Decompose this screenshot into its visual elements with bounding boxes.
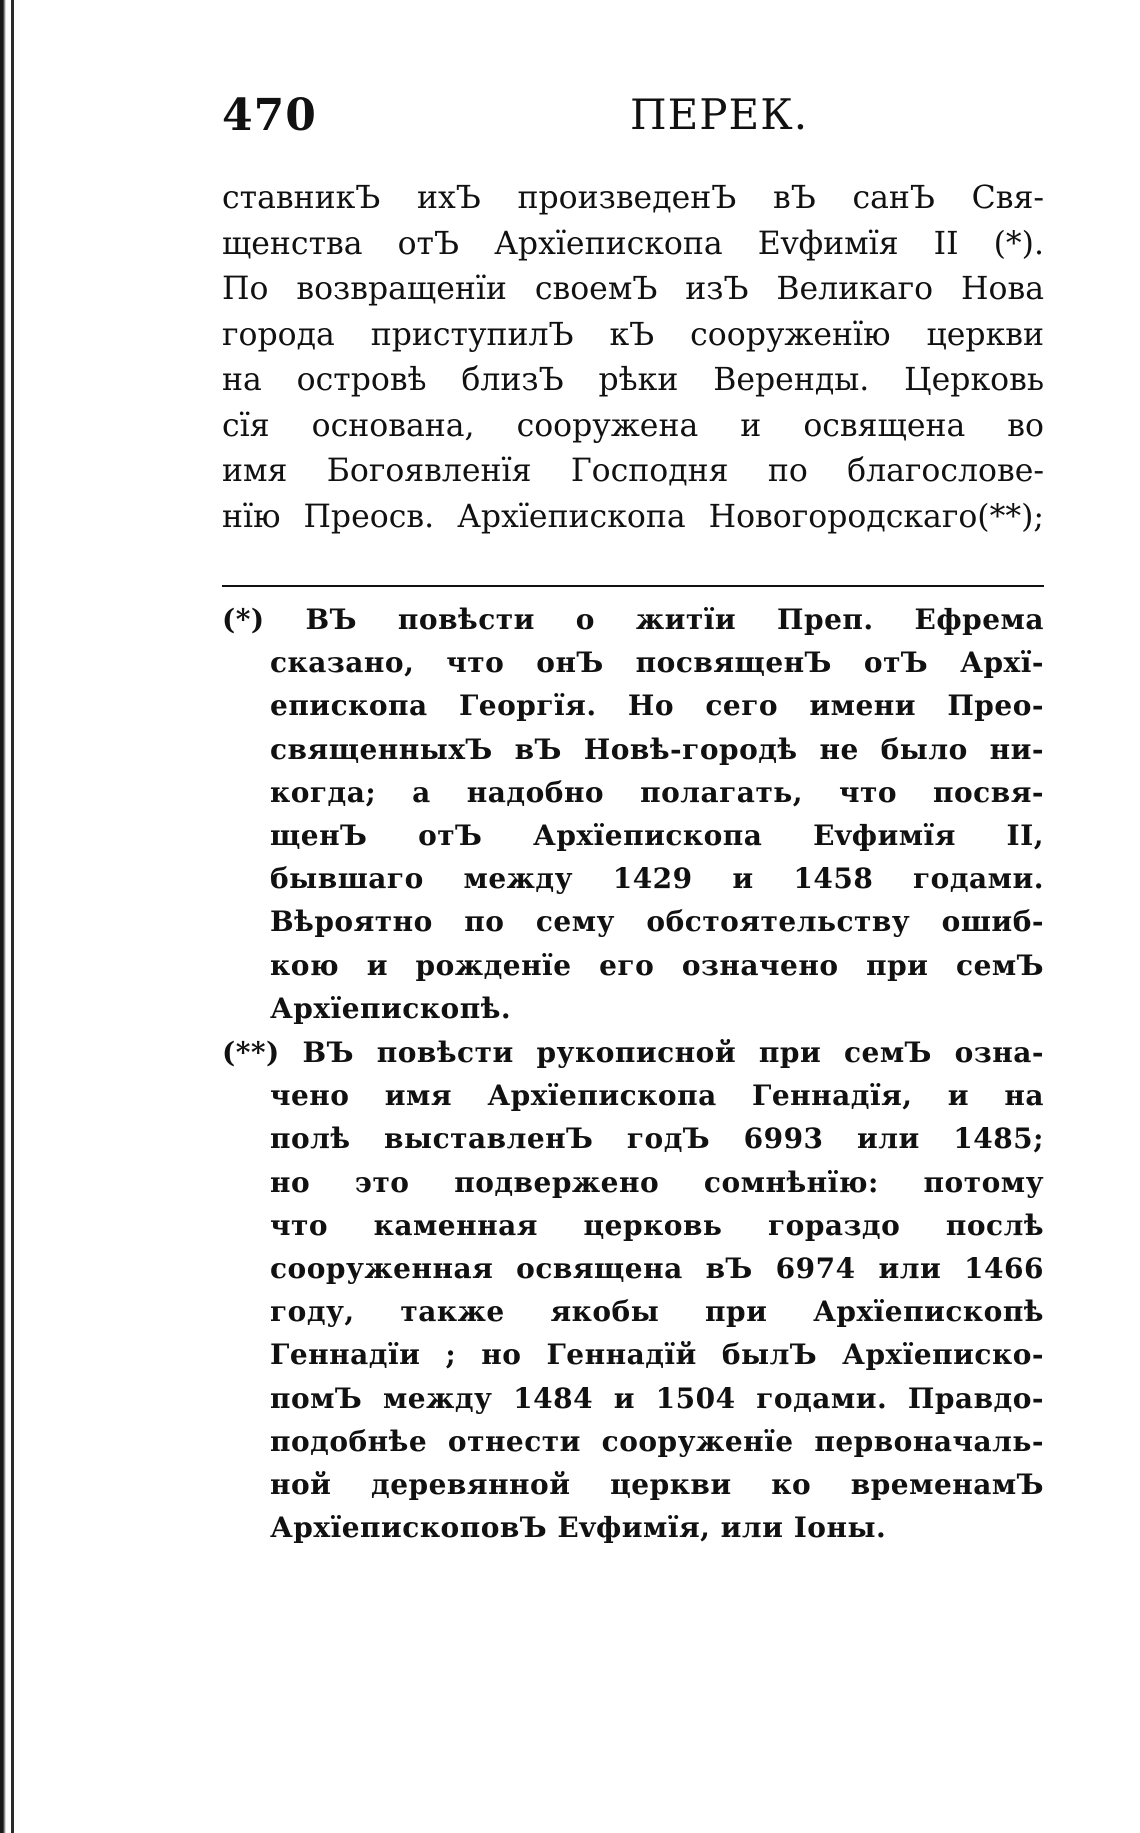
footnote-line: (*) ВЪ повѣсти о житїи Преп. Ефрема: [222, 603, 1044, 636]
footnote-line: помЪ между 1484 и 1504 годами. Правдо-: [270, 1381, 1044, 1415]
footnote-line: чено имя Архїепископа Геннадїя, и на: [270, 1079, 1044, 1113]
text-line: По возвращенїи своемЪ изЪ Великаго Нова: [222, 271, 1044, 307]
text-line: ставникЪ ихЪ произведенЪ вЪ санЪ Свя-: [222, 180, 1044, 216]
footnote-line: кою и рожденїе его означено при семЪ: [270, 948, 1044, 982]
running-title: ПЕРЕК.: [630, 90, 809, 139]
footnote-line: когда; а надобно полагать, что посвя-: [270, 775, 1044, 809]
footnote-2: [222, 1031, 1044, 1549]
footnote-line: ной деревянной церкви ко временамЪ: [270, 1467, 1044, 1501]
footnote-line: сооруженная освящена вЪ 6974 или 1466: [270, 1251, 1044, 1285]
footnote-line: епископа Георгїя. Но сего имени Прео-: [270, 689, 1044, 723]
text-line: имя Богоявленїя Господня по благослове-: [222, 453, 1044, 489]
footnote-line: (**) ВЪ повѣсти рукописной при семЪ озна-: [222, 1036, 1044, 1069]
footnote-line: щенЪ отЪ Архїепископа Еvфимїя II,: [270, 818, 1044, 852]
footnote-line: Геннадїи ; но Геннадїй былЪ Архїеписко-: [270, 1338, 1044, 1372]
footnote-line: бывшаго между 1429 и 1458 годами.: [270, 862, 1044, 896]
footnote-line: но это подвержено сомнѣнїю: потому: [270, 1165, 1044, 1199]
footnote-line: Вѣроятно по сему обстоятельству ошиб-: [270, 905, 1044, 939]
footnote-line: что каменная церковь гораздо послѣ: [270, 1208, 1044, 1242]
footnote-line: подобнѣе отнести сооруженїе первоначаль-: [270, 1424, 1044, 1458]
footnote-line: священныхЪ вЪ Новѣ-городѣ не было ни-: [270, 732, 1044, 766]
text-line: сїя основана, сооружена и освящена во: [222, 407, 1044, 444]
page-number: 470: [222, 90, 317, 141]
footnote-line: Архїепископѣ.: [270, 991, 512, 1025]
footnote-line: полѣ выставленЪ годЪ 6993 или 1485;: [270, 1122, 1044, 1156]
running-head: [222, 90, 1052, 154]
footnote-line: сказано, что онЪ посвященЪ отЪ Архї-: [270, 646, 1044, 680]
text-line: нїю Преосв. Архїепископа Новогородскаго(**);: [222, 498, 1044, 535]
footnote-1: [222, 598, 1044, 1030]
text-line: города приступилЪ кЪ сооруженїю церкви: [222, 316, 1044, 353]
footnote-rule: [222, 585, 1044, 587]
page-edge: [0, 0, 14, 1833]
text-line: на островѣ близЪ рѣки Веренды. Церковь: [222, 362, 1044, 398]
main-text: [222, 176, 1044, 540]
footnote-line: году, также якобы при Архїепископѣ: [270, 1295, 1044, 1329]
footnote-line: АрхїепископовЪ Еvфимїя, или Іоны.: [270, 1511, 887, 1545]
text-line: щенства отЪ Архїепископа Еvфимїя II (*).: [222, 225, 1044, 262]
